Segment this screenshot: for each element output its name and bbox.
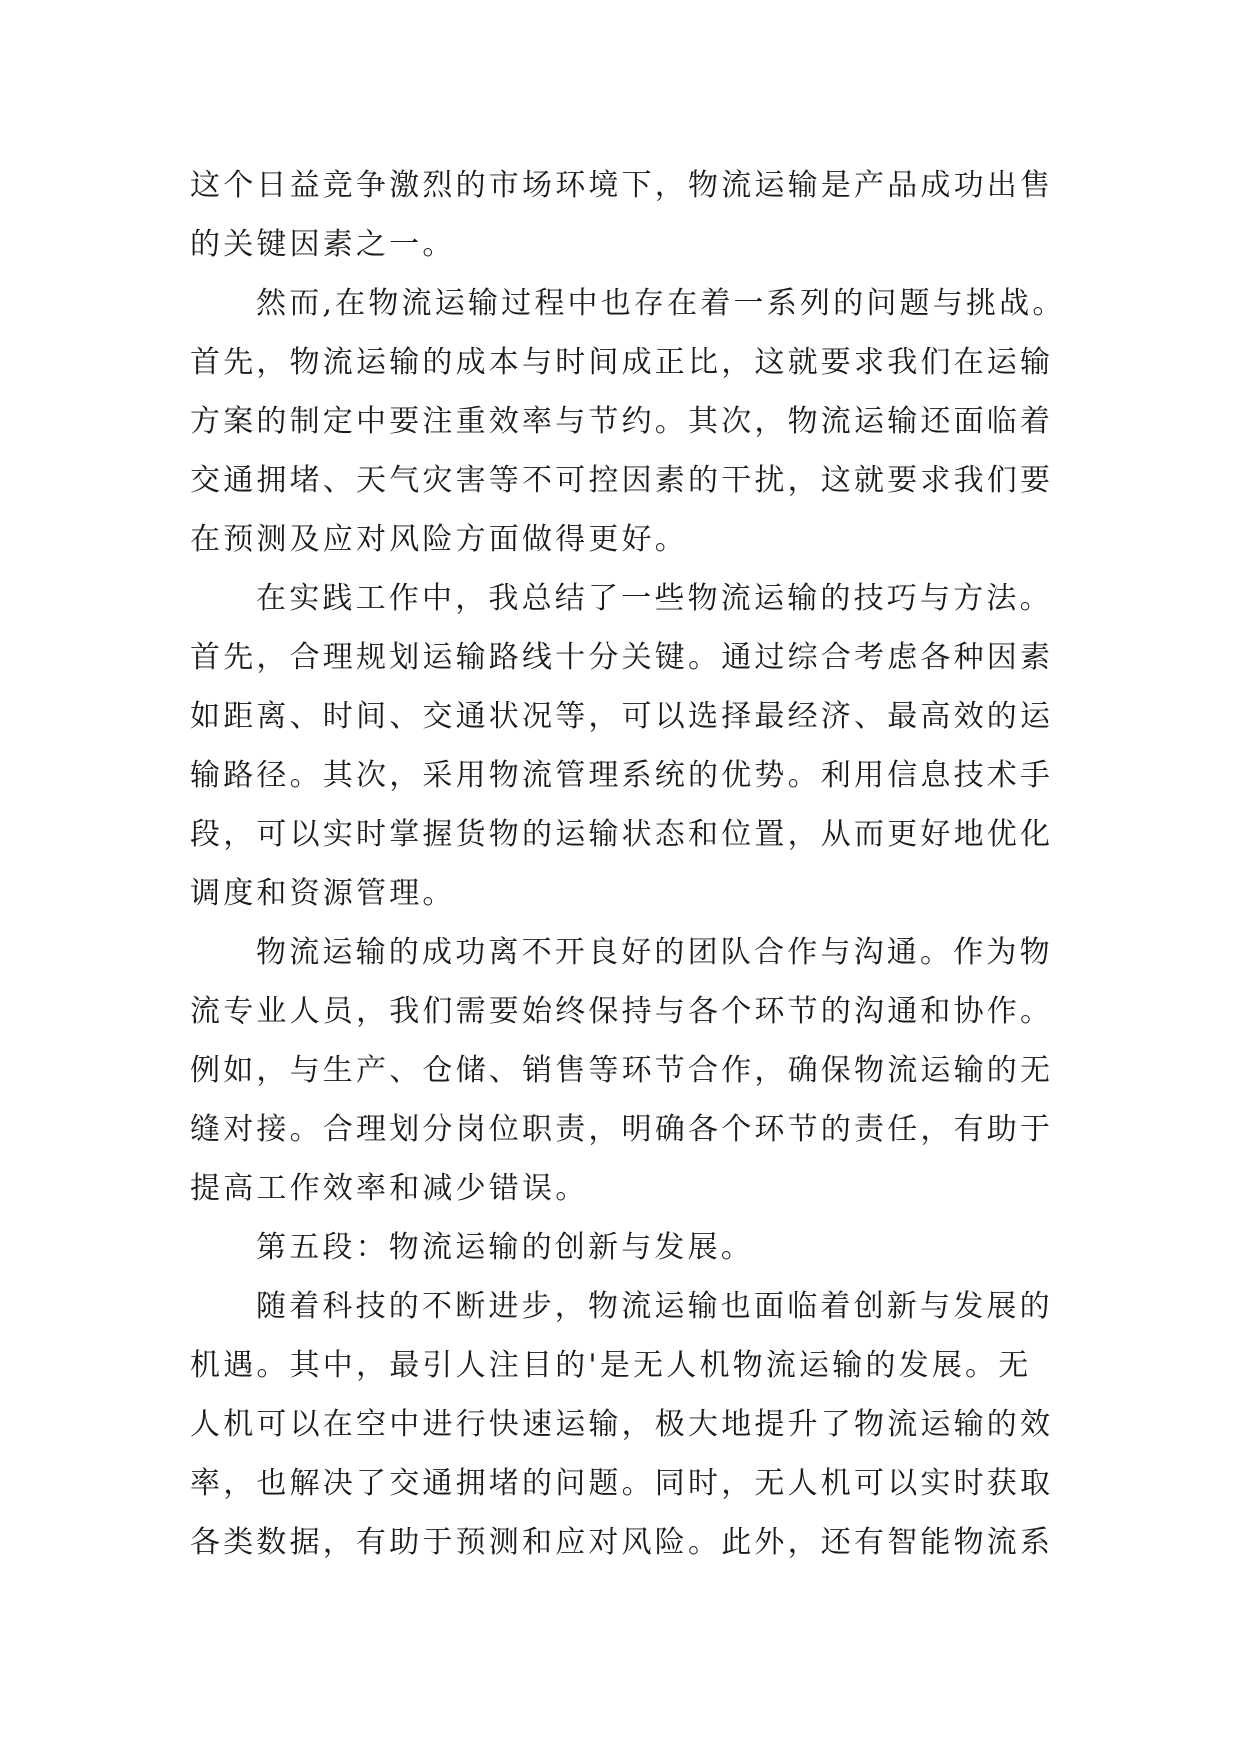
paragraph-start-line: 然而,在物流运输过程中也存在着一系列的问题与挑战。 — [256, 286, 1066, 321]
text-line: 这个日益竞争激烈的市场环境下，物流运输是产品成功出售 — [190, 168, 1054, 203]
text-line: 机遇。其中，最引人注目的'是无人机物流运输的发展。无 — [190, 1348, 1032, 1383]
text-line: 在预测及应对风险方面做得更好。 — [190, 522, 688, 557]
text-line: 输路径。其次，采用物流管理系统的优势。利用信息技术手 — [190, 758, 1054, 793]
text-line: 例如，与生产、仓储、销售等环节合作，确保物流运输的无 — [190, 1053, 1054, 1088]
text-line: 方案的制定中要注重效率与节约。其次，物流运输还面临着 — [190, 404, 1054, 439]
paragraph-start-line: 在实践工作中，我总结了一些物流运输的技巧与方法。 — [256, 581, 1053, 616]
text-line: 提高工作效率和减少错误。 — [190, 1171, 589, 1206]
text-line: 缝对接。合理划分岗位职责，明确各个环节的责任，有助于 — [190, 1112, 1054, 1147]
text-line: 如距离、时间、交通状况等，可以选择最经济、最高效的运 — [190, 699, 1054, 734]
text-line: 的关键因素之一。 — [190, 227, 456, 262]
paragraph-start-line: 物流运输的成功离不开良好的团队合作与沟通。作为物 — [256, 935, 1053, 970]
text-line: 交通拥堵、天气灾害等不可控因素的干扰，这就要求我们要 — [190, 463, 1054, 498]
text-line: 各类数据，有助于预测和应对风险。此外，还有智能物流系 — [190, 1525, 1054, 1560]
paragraph-start-line: 随着科技的不断进步，物流运输也面临着创新与发展的 — [256, 1289, 1053, 1324]
text-line: 调度和资源管理。 — [190, 876, 456, 911]
text-line: 段，可以实时掌握货物的运输状态和位置，从而更好地优化 — [190, 817, 1054, 852]
text-line: 人机可以在空中进行快速运输，极大地提升了物流运输的效 — [190, 1407, 1054, 1442]
text-line: 首先，物流运输的成本与时间成正比，这就要求我们在运输 — [190, 345, 1054, 380]
text-line: 率，也解决了交通拥堵的问题。同时，无人机可以实时获取 — [190, 1466, 1054, 1501]
text-line: 流专业人员，我们需要始终保持与各个环节的沟通和协作。 — [190, 994, 1054, 1029]
section-heading: 第五段：物流运输的创新与发展。 — [256, 1230, 754, 1265]
document-body — [190, 156, 1090, 1572]
text-line: 首先，合理规划运输路线十分关键。通过综合考虑各种因素 — [190, 640, 1054, 675]
